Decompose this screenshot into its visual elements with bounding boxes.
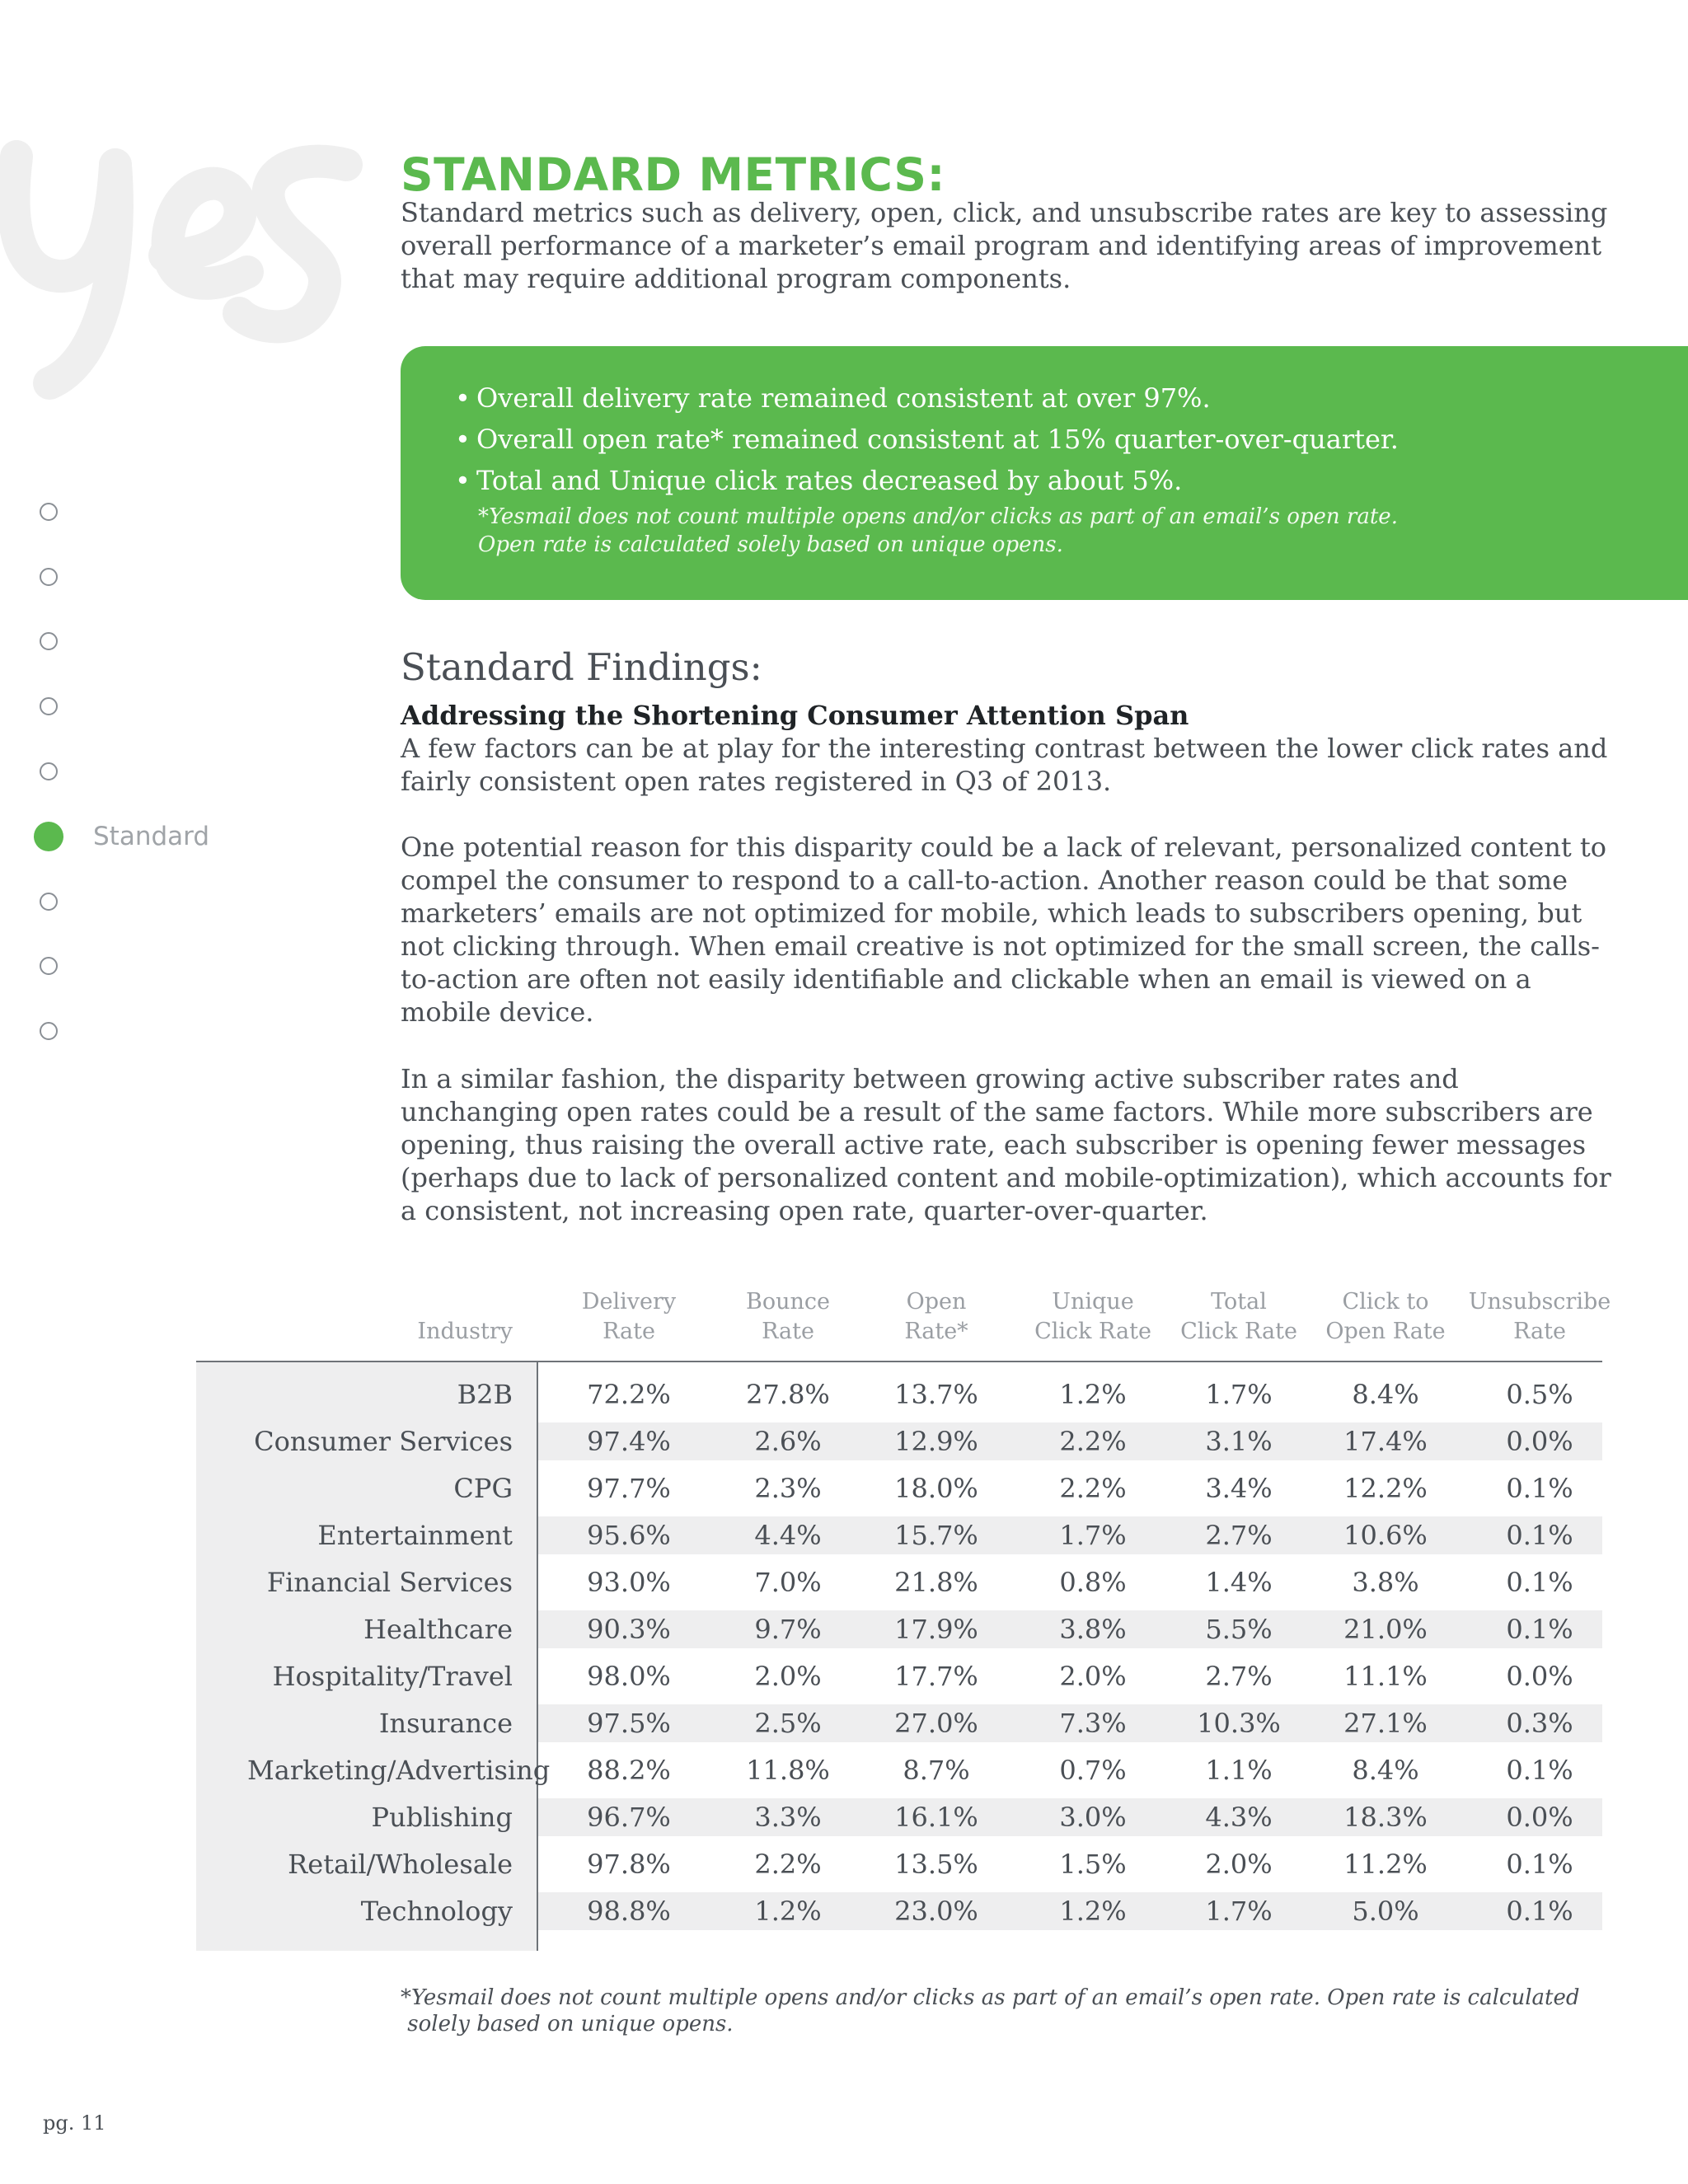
nav-dot-8[interactable] <box>40 957 58 975</box>
table-row <box>0 1610 1688 1657</box>
cell-total-click-rate: 3.1% <box>1205 1426 1273 1457</box>
cell-total-click-rate: 2.7% <box>1205 1661 1273 1692</box>
column-header-industry: Industry <box>417 1319 513 1344</box>
cell-unsubscribe-rate: 0.1% <box>1506 1520 1573 1551</box>
cell-unsubscribe-rate: 0.1% <box>1506 1614 1573 1645</box>
cell-click-to-open-rate: 18.3% <box>1343 1802 1428 1833</box>
cell-unique-click-rate: 1.2% <box>1059 1379 1127 1410</box>
cell-click-to-open-rate: 3.8% <box>1352 1567 1419 1598</box>
column-header-open-rate: Open Rate* <box>904 1289 968 1344</box>
cell-unique-click-rate: 3.8% <box>1059 1614 1127 1645</box>
cell-bounce-rate: 2.0% <box>754 1661 822 1692</box>
page-headline: STANDARD METRICS: <box>401 148 945 201</box>
cell-click-to-open-rate: 27.1% <box>1343 1708 1428 1739</box>
cell-industry: Healthcare <box>363 1614 513 1645</box>
highlight-item: • Overall delivery rate remained consistent at over 97%. <box>455 382 1211 414</box>
cell-unsubscribe-rate: 0.1% <box>1506 1567 1573 1598</box>
cell-unsubscribe-rate: 0.0% <box>1506 1426 1573 1457</box>
highlights-note: *Yesmail does not count multiple opens and/or clicks as part of an email’s open rate. Open rate is calculated solely based on unique opens. <box>478 504 1398 557</box>
table-row <box>0 1798 1688 1845</box>
table-row <box>0 1422 1688 1469</box>
table-row <box>0 1751 1688 1798</box>
cell-delivery-rate: 97.7% <box>587 1473 671 1504</box>
intro-paragraph: Standard metrics such as delivery, open, click, and unsubscribe rates are key to assessing overall performance of a marketer’s email program and identifying areas of improvement that may require additional program components. <box>401 197 1608 294</box>
cell-open-rate: 17.9% <box>894 1614 978 1645</box>
cell-unique-click-rate: 0.7% <box>1059 1755 1127 1786</box>
cell-open-rate: 15.7% <box>894 1520 978 1551</box>
nav-dot-2[interactable] <box>40 568 58 586</box>
cell-unique-click-rate: 1.7% <box>1059 1520 1127 1551</box>
nav-dot-5[interactable] <box>40 762 58 780</box>
cell-click-to-open-rate: 10.6% <box>1343 1520 1428 1551</box>
cell-unsubscribe-rate: 0.3% <box>1506 1708 1573 1739</box>
cell-unique-click-rate: 1.2% <box>1059 1896 1127 1927</box>
findings-paragraph-2: One potential reason for this disparity could be a lack of relevant, personalized content to compel the consumer to respond to a call-to-action. Another reason could be that some marketers’ emails are not optimized for mobile, which leads to subscribers opening, but not clicking through. When email creative is not optimized for the small screen, the calls-to-action are often not easily identifiable and clickable when an email is viewed on a mobile device. <box>401 832 1607 1028</box>
cell-unique-click-rate: 2.2% <box>1059 1473 1127 1504</box>
cell-unique-click-rate: 2.2% <box>1059 1426 1127 1457</box>
cell-open-rate: 17.7% <box>894 1661 978 1692</box>
cell-industry: Retail/Wholesale <box>288 1849 513 1880</box>
cell-bounce-rate: 2.2% <box>754 1849 822 1880</box>
cell-open-rate: 13.7% <box>894 1379 978 1410</box>
cell-delivery-rate: 88.2% <box>587 1755 671 1786</box>
table-row <box>0 1376 1688 1422</box>
highlights-box <box>401 346 1688 600</box>
cell-industry: Consumer Services <box>254 1426 513 1457</box>
cell-bounce-rate: 2.6% <box>754 1426 822 1457</box>
cell-delivery-rate: 97.4% <box>587 1426 671 1457</box>
nav-dot-standard-active[interactable] <box>34 822 63 851</box>
column-header-click-to-open-rate: Click to Open Rate <box>1325 1289 1446 1344</box>
yesmail-watermark-logo <box>0 132 363 404</box>
cell-unsubscribe-rate: 0.1% <box>1506 1849 1573 1880</box>
table-row <box>0 1892 1688 1939</box>
column-header-unique-click-rate: Unique Click Rate <box>1034 1289 1151 1344</box>
table-footnote: *Yesmail does not count multiple opens and/or clicks as part of an email’s open rate. Open rate is calculated solely based on unique opens. <box>401 1985 1580 2036</box>
cell-total-click-rate: 1.7% <box>1205 1896 1273 1927</box>
cell-open-rate: 12.9% <box>894 1426 978 1457</box>
cell-click-to-open-rate: 12.2% <box>1343 1473 1428 1504</box>
cell-unique-click-rate: 3.0% <box>1059 1802 1127 1833</box>
column-header-delivery-rate: Delivery Rate <box>581 1289 677 1344</box>
cell-industry: Entertainment <box>317 1520 513 1551</box>
cell-bounce-rate: 11.8% <box>746 1755 830 1786</box>
cell-delivery-rate: 72.2% <box>587 1379 671 1410</box>
cell-click-to-open-rate: 21.0% <box>1343 1614 1428 1645</box>
nav-dot-7[interactable] <box>40 893 58 911</box>
cell-unique-click-rate: 2.0% <box>1059 1661 1127 1692</box>
cell-unique-click-rate: 1.5% <box>1059 1849 1127 1880</box>
cell-bounce-rate: 7.0% <box>754 1567 822 1598</box>
cell-industry: Publishing <box>371 1802 513 1833</box>
cell-total-click-rate: 1.1% <box>1205 1755 1273 1786</box>
cell-total-click-rate: 1.7% <box>1205 1379 1273 1410</box>
cell-industry: CPG <box>453 1473 513 1504</box>
cell-bounce-rate: 1.2% <box>754 1896 822 1927</box>
cell-bounce-rate: 2.5% <box>754 1708 822 1739</box>
cell-unique-click-rate: 7.3% <box>1059 1708 1127 1739</box>
cell-delivery-rate: 98.8% <box>587 1896 671 1927</box>
nav-dot-9[interactable] <box>40 1022 58 1040</box>
table-body <box>0 1376 1688 1939</box>
cell-industry: Marketing/Advertising <box>247 1755 551 1786</box>
cell-total-click-rate: 4.3% <box>1205 1802 1273 1833</box>
cell-open-rate: 16.1% <box>894 1802 978 1833</box>
cell-delivery-rate: 90.3% <box>587 1614 671 1645</box>
nav-dot-1[interactable] <box>40 503 58 521</box>
cell-open-rate: 23.0% <box>894 1896 978 1927</box>
cell-open-rate: 18.0% <box>894 1473 978 1504</box>
cell-total-click-rate: 2.7% <box>1205 1520 1273 1551</box>
findings-paragraph-1: A few factors can be at play for the interesting contrast between the lower click rates and fairly consistent open rates registered in Q3 of 2013. <box>401 733 1608 797</box>
cell-industry: Financial Services <box>266 1567 513 1598</box>
table-row <box>0 1516 1688 1563</box>
cell-delivery-rate: 97.8% <box>587 1849 671 1880</box>
highlights-list <box>455 377 1399 501</box>
cell-delivery-rate: 93.0% <box>587 1567 671 1598</box>
cell-bounce-rate: 4.4% <box>754 1520 822 1551</box>
cell-unsubscribe-rate: 0.5% <box>1506 1379 1573 1410</box>
column-header-total-click-rate: Total Click Rate <box>1180 1289 1297 1344</box>
findings-subtitle: Addressing the Shortening Consumer Attention Span <box>401 700 1189 731</box>
cell-total-click-rate: 3.4% <box>1205 1473 1273 1504</box>
cell-delivery-rate: 97.5% <box>587 1708 671 1739</box>
highlight-item: • Total and Unique click rates decreased by about 5%. <box>455 465 1183 496</box>
nav-dot-4[interactable] <box>40 697 58 715</box>
column-header-bounce-rate: Bounce Rate <box>746 1289 830 1344</box>
cell-total-click-rate: 5.5% <box>1205 1614 1273 1645</box>
table-row <box>0 1845 1688 1892</box>
cell-unsubscribe-rate: 0.0% <box>1506 1661 1573 1692</box>
nav-label-standard[interactable]: Standard <box>93 822 210 851</box>
cell-open-rate: 13.5% <box>894 1849 978 1880</box>
cell-industry: Technology <box>360 1896 513 1927</box>
table-row <box>0 1657 1688 1704</box>
cell-bounce-rate: 27.8% <box>746 1379 830 1410</box>
cell-click-to-open-rate: 11.1% <box>1343 1661 1428 1692</box>
cell-industry: B2B <box>457 1379 513 1410</box>
cell-unique-click-rate: 0.8% <box>1059 1567 1127 1598</box>
cell-total-click-rate: 1.4% <box>1205 1567 1273 1598</box>
cell-unsubscribe-rate: 0.0% <box>1506 1802 1573 1833</box>
cell-open-rate: 21.8% <box>894 1567 978 1598</box>
cell-open-rate: 8.7% <box>903 1755 970 1786</box>
cell-click-to-open-rate: 11.2% <box>1343 1849 1428 1880</box>
nav-dot-3[interactable] <box>40 632 58 650</box>
page-number: pg. 11 <box>43 2111 106 2135</box>
table-row <box>0 1704 1688 1751</box>
cell-industry: Hospitality/Travel <box>272 1661 513 1692</box>
table-row <box>0 1563 1688 1610</box>
cell-click-to-open-rate: 5.0% <box>1352 1896 1419 1927</box>
findings-paragraph-3: In a similar fashion, the disparity between growing active subscriber rates and unchanging open rates could be a result of the same factors. While more subscribers are opening, thus raising the overall active rate, each subscriber is opening fewer messages (perhaps due to lack of personalized content and mobile-optimization), which accounts for a consistent, not increasing open rate, quarter-over-quarter. <box>401 1063 1611 1226</box>
cell-bounce-rate: 2.3% <box>754 1473 822 1504</box>
cell-delivery-rate: 98.0% <box>587 1661 671 1692</box>
cell-bounce-rate: 3.3% <box>754 1802 822 1833</box>
table-header-row <box>0 1287 1688 1361</box>
findings-title: Standard Findings: <box>401 645 762 689</box>
cell-click-to-open-rate: 8.4% <box>1352 1755 1419 1786</box>
cell-total-click-rate: 10.3% <box>1197 1708 1281 1739</box>
highlight-item: • Overall open rate* remained consistent at 15% quarter-over-quarter. <box>455 424 1399 455</box>
cell-click-to-open-rate: 17.4% <box>1343 1426 1428 1457</box>
cell-delivery-rate: 95.6% <box>587 1520 671 1551</box>
cell-industry: Insurance <box>378 1708 513 1739</box>
cell-total-click-rate: 2.0% <box>1205 1849 1273 1880</box>
cell-click-to-open-rate: 8.4% <box>1352 1379 1419 1410</box>
cell-delivery-rate: 96.7% <box>587 1802 671 1833</box>
cell-unsubscribe-rate: 0.1% <box>1506 1896 1573 1927</box>
column-header-unsubscribe-rate: Unsubscribe Rate <box>1468 1289 1611 1344</box>
cell-unsubscribe-rate: 0.1% <box>1506 1755 1573 1786</box>
cell-bounce-rate: 9.7% <box>754 1614 822 1645</box>
table-row <box>0 1469 1688 1516</box>
cell-open-rate: 27.0% <box>894 1708 978 1739</box>
cell-unsubscribe-rate: 0.1% <box>1506 1473 1573 1504</box>
